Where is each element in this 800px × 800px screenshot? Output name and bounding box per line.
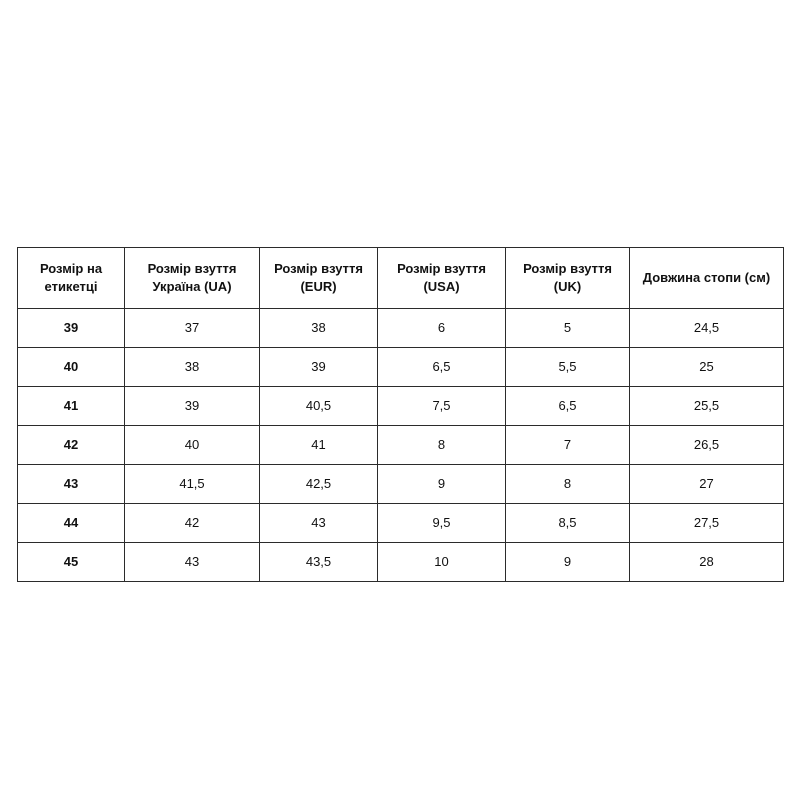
cell-foot-length: 25,5 [630,387,784,426]
cell-ua-size: 41,5 [125,465,260,504]
cell-ua-size: 37 [125,309,260,348]
cell-eur-size: 43,5 [260,543,378,582]
cell-usa-size: 10 [378,543,506,582]
table-row [18,543,784,582]
cell-label-size: 45 [18,543,125,582]
cell-foot-length: 24,5 [630,309,784,348]
cell-foot-length: 25 [630,348,784,387]
cell-uk-size: 7 [506,426,630,465]
cell-ua-size: 40 [125,426,260,465]
column-header-usa-size: Розмір взуття (USA) [378,248,506,309]
cell-usa-size: 7,5 [378,387,506,426]
cell-ua-size: 38 [125,348,260,387]
cell-ua-size: 43 [125,543,260,582]
cell-eur-size: 41 [260,426,378,465]
cell-usa-size: 6 [378,309,506,348]
column-header-label-size: Розмір на етикетці [18,248,125,309]
table-row [18,465,784,504]
column-header-eur-size: Розмір взуття (EUR) [260,248,378,309]
table-header-row [18,248,784,309]
cell-label-size: 42 [18,426,125,465]
cell-label-size: 41 [18,387,125,426]
cell-usa-size: 9,5 [378,504,506,543]
cell-foot-length: 27,5 [630,504,784,543]
cell-label-size: 43 [18,465,125,504]
cell-label-size: 40 [18,348,125,387]
table-body [18,309,784,582]
cell-uk-size: 9 [506,543,630,582]
cell-eur-size: 39 [260,348,378,387]
table-header [18,248,784,309]
shoe-size-table [17,247,784,582]
table-row [18,348,784,387]
cell-ua-size: 39 [125,387,260,426]
cell-usa-size: 9 [378,465,506,504]
cell-uk-size: 8,5 [506,504,630,543]
cell-eur-size: 43 [260,504,378,543]
table-row [18,426,784,465]
cell-uk-size: 8 [506,465,630,504]
size-chart-container [17,247,783,582]
cell-ua-size: 42 [125,504,260,543]
table-row [18,387,784,426]
column-header-foot-length: Довжина стопи (см) [630,248,784,309]
column-header-ua-size: Розмір взуття Україна (UA) [125,248,260,309]
cell-uk-size: 5,5 [506,348,630,387]
cell-foot-length: 27 [630,465,784,504]
cell-foot-length: 26,5 [630,426,784,465]
cell-uk-size: 5 [506,309,630,348]
cell-foot-length: 28 [630,543,784,582]
cell-eur-size: 38 [260,309,378,348]
column-header-uk-size: Розмір взуття (UK) [506,248,630,309]
table-row [18,504,784,543]
cell-usa-size: 8 [378,426,506,465]
cell-usa-size: 6,5 [378,348,506,387]
cell-eur-size: 40,5 [260,387,378,426]
cell-eur-size: 42,5 [260,465,378,504]
cell-uk-size: 6,5 [506,387,630,426]
cell-label-size: 44 [18,504,125,543]
table-row [18,309,784,348]
cell-label-size: 39 [18,309,125,348]
